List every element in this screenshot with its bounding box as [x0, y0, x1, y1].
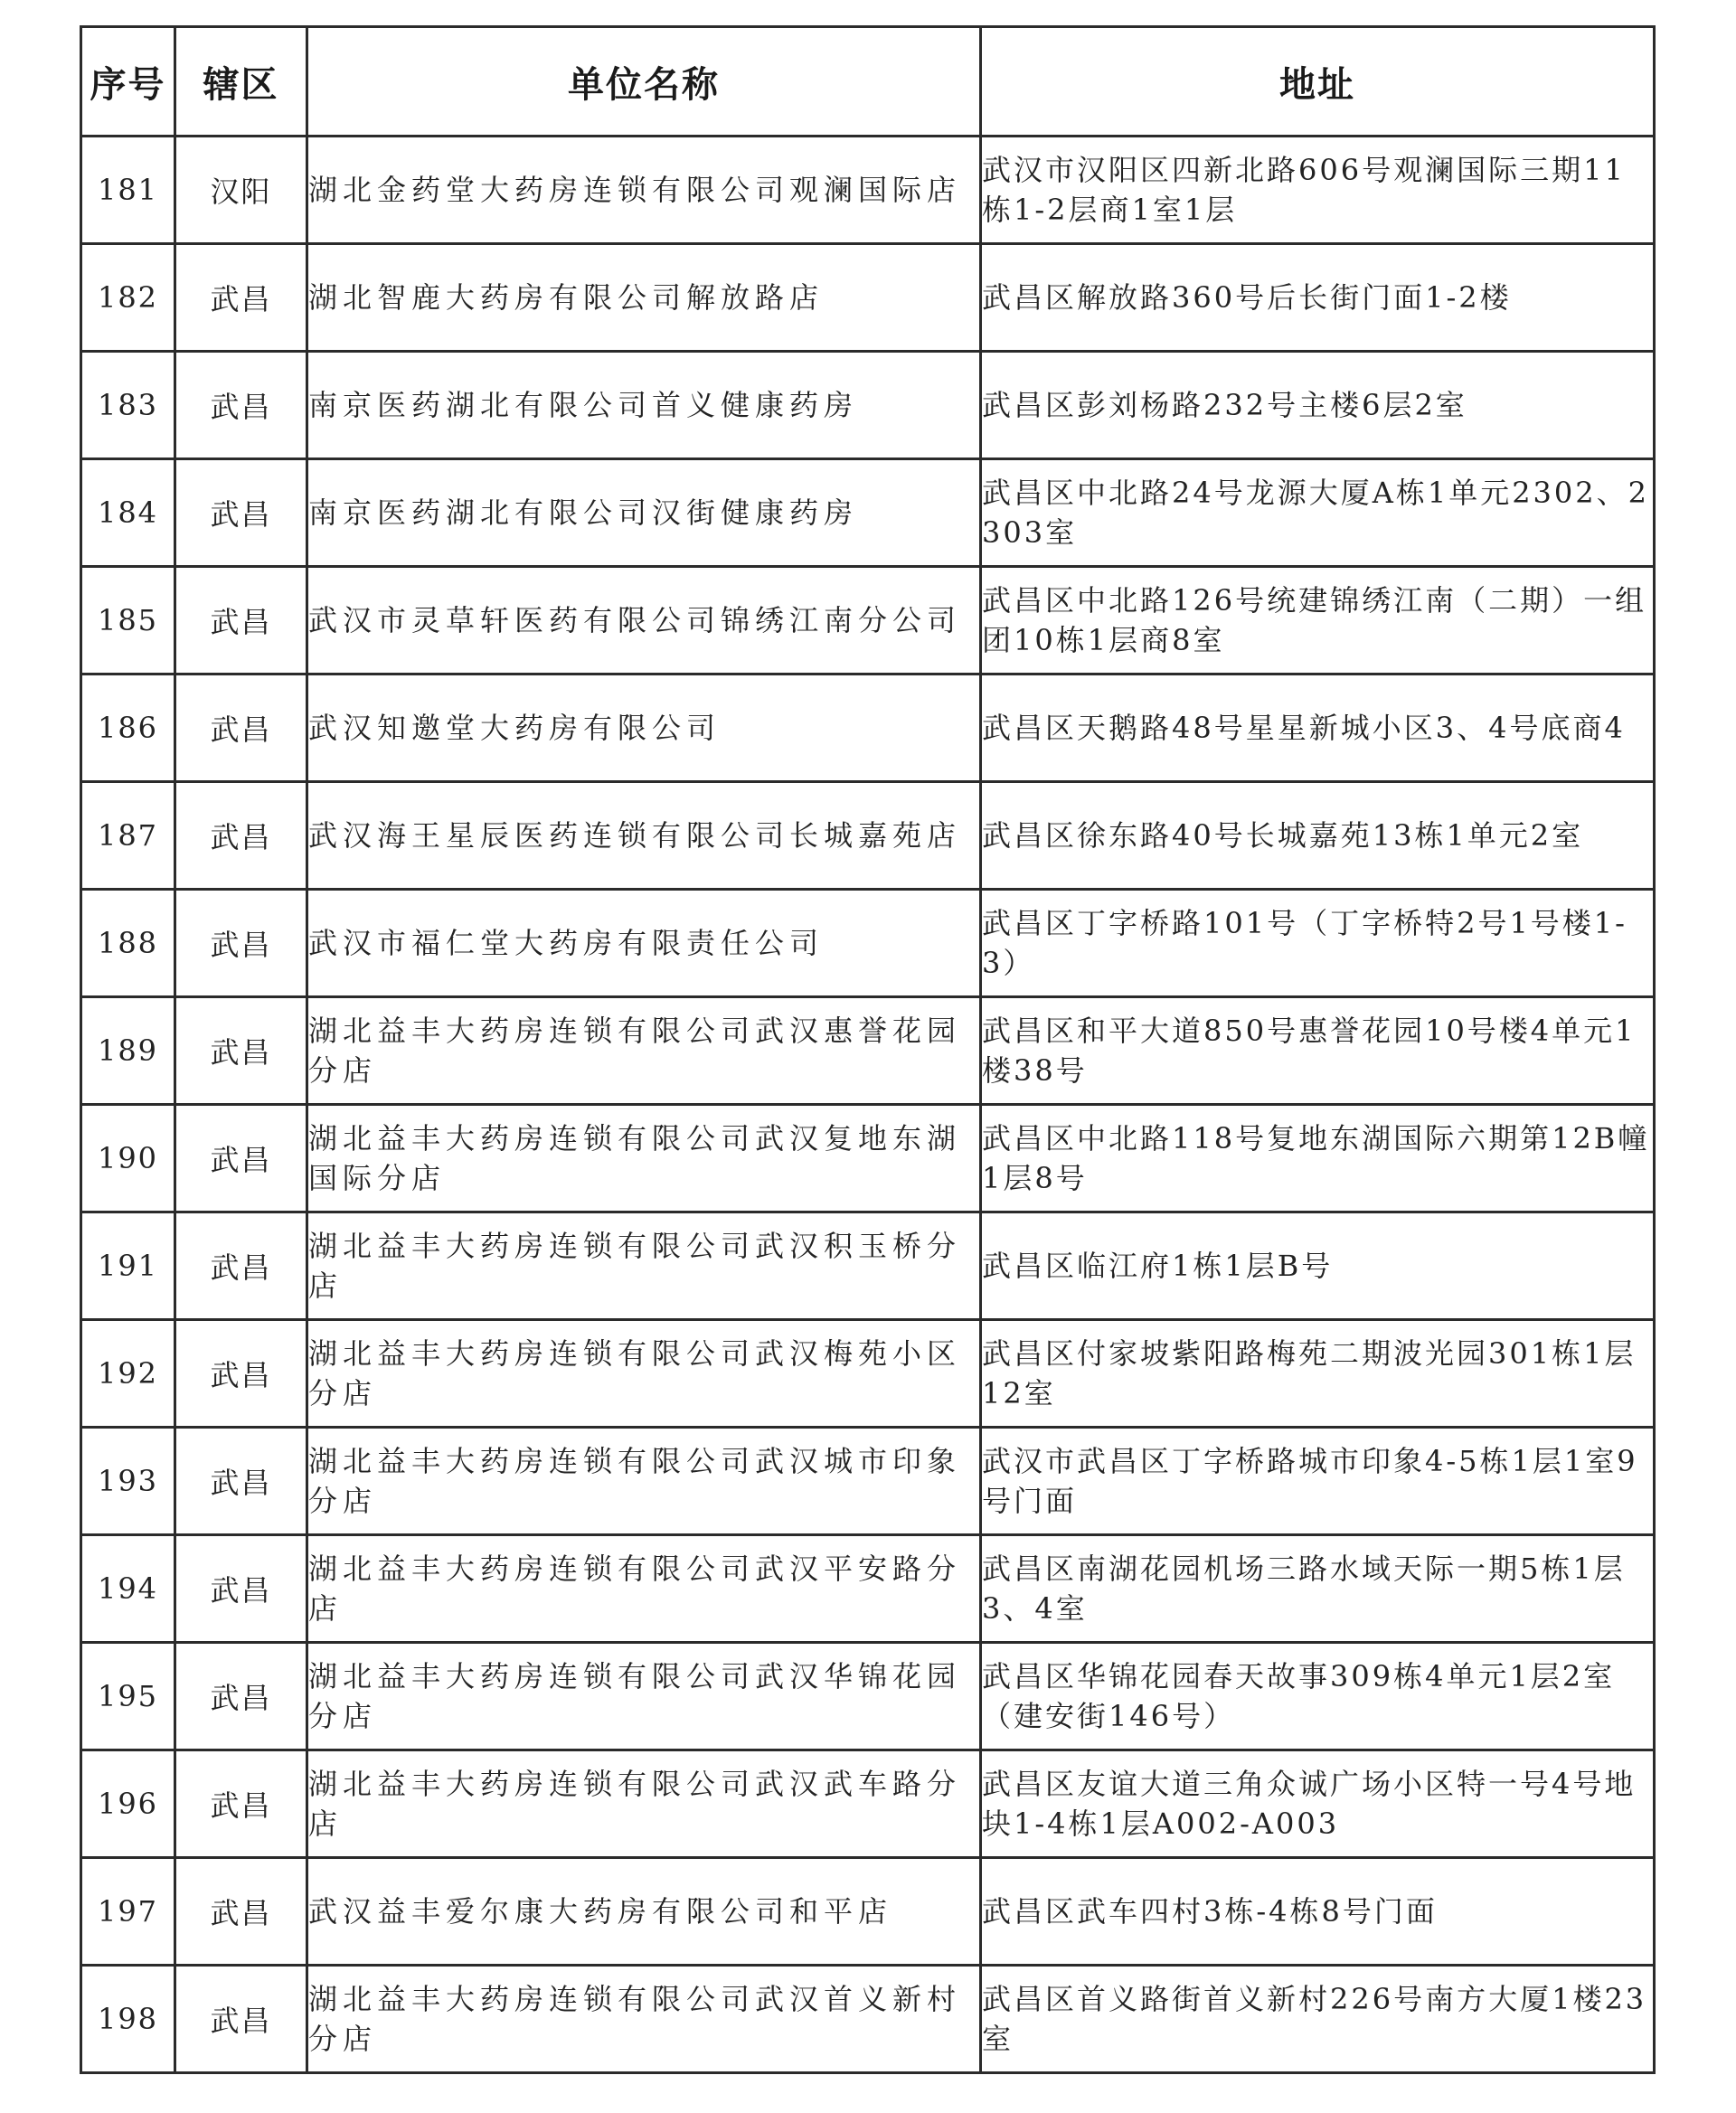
table-row [81, 1212, 1655, 1320]
row-district: 武昌 [175, 1428, 307, 1535]
row-company-name: 湖北益丰大药房连锁有限公司武汉城市印象分店 [307, 1428, 981, 1535]
header-district: 辖区 [175, 27, 307, 137]
row-district: 武昌 [175, 1105, 307, 1212]
table-row [81, 1105, 1655, 1212]
header-row [81, 27, 1655, 137]
row-company-name: 湖北益丰大药房连锁有限公司武汉首义新村分店 [307, 1966, 981, 2073]
table-row [81, 1966, 1655, 2073]
row-number: 183 [81, 352, 175, 459]
row-number: 181 [81, 137, 175, 244]
row-district: 武昌 [175, 1858, 307, 1966]
table-row [81, 459, 1655, 567]
row-number: 194 [81, 1535, 175, 1643]
row-district: 武昌 [175, 1535, 307, 1643]
row-number: 195 [81, 1643, 175, 1750]
row-company-name: 湖北益丰大药房连锁有限公司武汉华锦花园分店 [307, 1643, 981, 1750]
row-district: 武昌 [175, 567, 307, 674]
row-district: 武昌 [175, 890, 307, 997]
table-row [81, 997, 1655, 1105]
row-number: 197 [81, 1858, 175, 1966]
row-address: 武昌区丁字桥路101号（丁字桥特2号1号楼1-3） [981, 890, 1655, 997]
row-district: 武昌 [175, 1643, 307, 1750]
row-address: 武昌区付家坡紫阳路梅苑二期波光园301栋1层12室 [981, 1320, 1655, 1428]
row-number: 191 [81, 1212, 175, 1320]
row-district: 武昌 [175, 997, 307, 1105]
row-number: 186 [81, 674, 175, 782]
header-no: 序号 [81, 27, 175, 137]
row-company-name: 武汉海王星辰医药连锁有限公司长城嘉苑店 [307, 782, 981, 890]
row-address: 武昌区彭刘杨路232号主楼6层2室 [981, 352, 1655, 459]
row-address: 武昌区和平大道850号惠誉花园10号楼4单元1楼38号 [981, 997, 1655, 1105]
row-address: 武昌区中北路118号复地东湖国际六期第12B幢1层8号 [981, 1105, 1655, 1212]
row-company-name: 湖北益丰大药房连锁有限公司武汉复地东湖国际分店 [307, 1105, 981, 1212]
row-address: 武昌区南湖花园机场三路水域天际一期5栋1层3、4室 [981, 1535, 1655, 1643]
row-district: 武昌 [175, 1750, 307, 1858]
header-name: 单位名称 [307, 27, 981, 137]
row-district: 武昌 [175, 1212, 307, 1320]
row-district: 武昌 [175, 1966, 307, 2073]
row-district: 武昌 [175, 244, 307, 352]
row-address: 武昌区友谊大道三角众诚广场小区特一号4号地块1-4栋1层A002-A003 [981, 1750, 1655, 1858]
row-district: 汉阳 [175, 137, 307, 244]
row-district: 武昌 [175, 1320, 307, 1428]
row-company-name: 武汉市灵草轩医药有限公司锦绣江南分公司 [307, 567, 981, 674]
table-row [81, 1858, 1655, 1966]
row-company-name: 湖北益丰大药房连锁有限公司武汉梅苑小区分店 [307, 1320, 981, 1428]
row-number: 196 [81, 1750, 175, 1858]
document-page [80, 25, 1653, 2074]
table-body [81, 137, 1655, 2073]
row-address: 武汉市汉阳区四新北路606号观澜国际三期11栋1-2层商1室1层 [981, 137, 1655, 244]
table-row [81, 567, 1655, 674]
row-number: 192 [81, 1320, 175, 1428]
row-company-name: 湖北益丰大药房连锁有限公司武汉武车路分店 [307, 1750, 981, 1858]
row-district: 武昌 [175, 674, 307, 782]
row-address: 武昌区天鹅路48号星星新城小区3、4号底商4 [981, 674, 1655, 782]
row-number: 184 [81, 459, 175, 567]
row-company-name: 湖北智鹿大药房有限公司解放路店 [307, 244, 981, 352]
table-row [81, 1320, 1655, 1428]
row-address: 武昌区临江府1栋1层B号 [981, 1212, 1655, 1320]
table-row [81, 352, 1655, 459]
row-number: 189 [81, 997, 175, 1105]
row-address: 武昌区中北路126号统建锦绣江南（二期）一组团10栋1层商8室 [981, 567, 1655, 674]
row-company-name: 南京医药湖北有限公司首义健康药房 [307, 352, 981, 459]
table-row [81, 1428, 1655, 1535]
table-row [81, 244, 1655, 352]
row-number: 193 [81, 1428, 175, 1535]
pharmacy-table [80, 25, 1656, 2074]
row-company-name: 武汉市福仁堂大药房有限责任公司 [307, 890, 981, 997]
table-row [81, 674, 1655, 782]
row-number: 187 [81, 782, 175, 890]
table-row [81, 782, 1655, 890]
row-company-name: 武汉知邀堂大药房有限公司 [307, 674, 981, 782]
row-company-name: 南京医药湖北有限公司汉街健康药房 [307, 459, 981, 567]
header-address: 地址 [981, 27, 1655, 137]
row-address: 武昌区首义路街首义新村226号南方大厦1楼23室 [981, 1966, 1655, 2073]
row-number: 182 [81, 244, 175, 352]
table-row [81, 890, 1655, 997]
row-district: 武昌 [175, 782, 307, 890]
table-row [81, 137, 1655, 244]
row-address: 武昌区华锦花园春天故事309栋4单元1层2室（建安街146号） [981, 1643, 1655, 1750]
row-address: 武昌区徐东路40号长城嘉苑13栋1单元2室 [981, 782, 1655, 890]
row-address: 武昌区武车四村3栋-4栋8号门面 [981, 1858, 1655, 1966]
row-number: 190 [81, 1105, 175, 1212]
row-district: 武昌 [175, 459, 307, 567]
table-row [81, 1750, 1655, 1858]
row-district: 武昌 [175, 352, 307, 459]
row-address: 武昌区中北路24号龙源大厦A栋1单元2302、2303室 [981, 459, 1655, 567]
row-address: 武昌区解放路360号后长街门面1-2楼 [981, 244, 1655, 352]
row-number: 198 [81, 1966, 175, 2073]
row-company-name: 湖北益丰大药房连锁有限公司武汉惠誉花园分店 [307, 997, 981, 1105]
row-company-name: 武汉益丰爱尔康大药房有限公司和平店 [307, 1858, 981, 1966]
row-company-name: 湖北益丰大药房连锁有限公司武汉积玉桥分店 [307, 1212, 981, 1320]
row-address: 武汉市武昌区丁字桥路城市印象4-5栋1层1室9号门面 [981, 1428, 1655, 1535]
table-header [81, 27, 1655, 137]
row-number: 188 [81, 890, 175, 997]
table-row [81, 1643, 1655, 1750]
row-company-name: 湖北金药堂大药房连锁有限公司观澜国际店 [307, 137, 981, 244]
row-number: 185 [81, 567, 175, 674]
row-company-name: 湖北益丰大药房连锁有限公司武汉平安路分店 [307, 1535, 981, 1643]
table-row [81, 1535, 1655, 1643]
